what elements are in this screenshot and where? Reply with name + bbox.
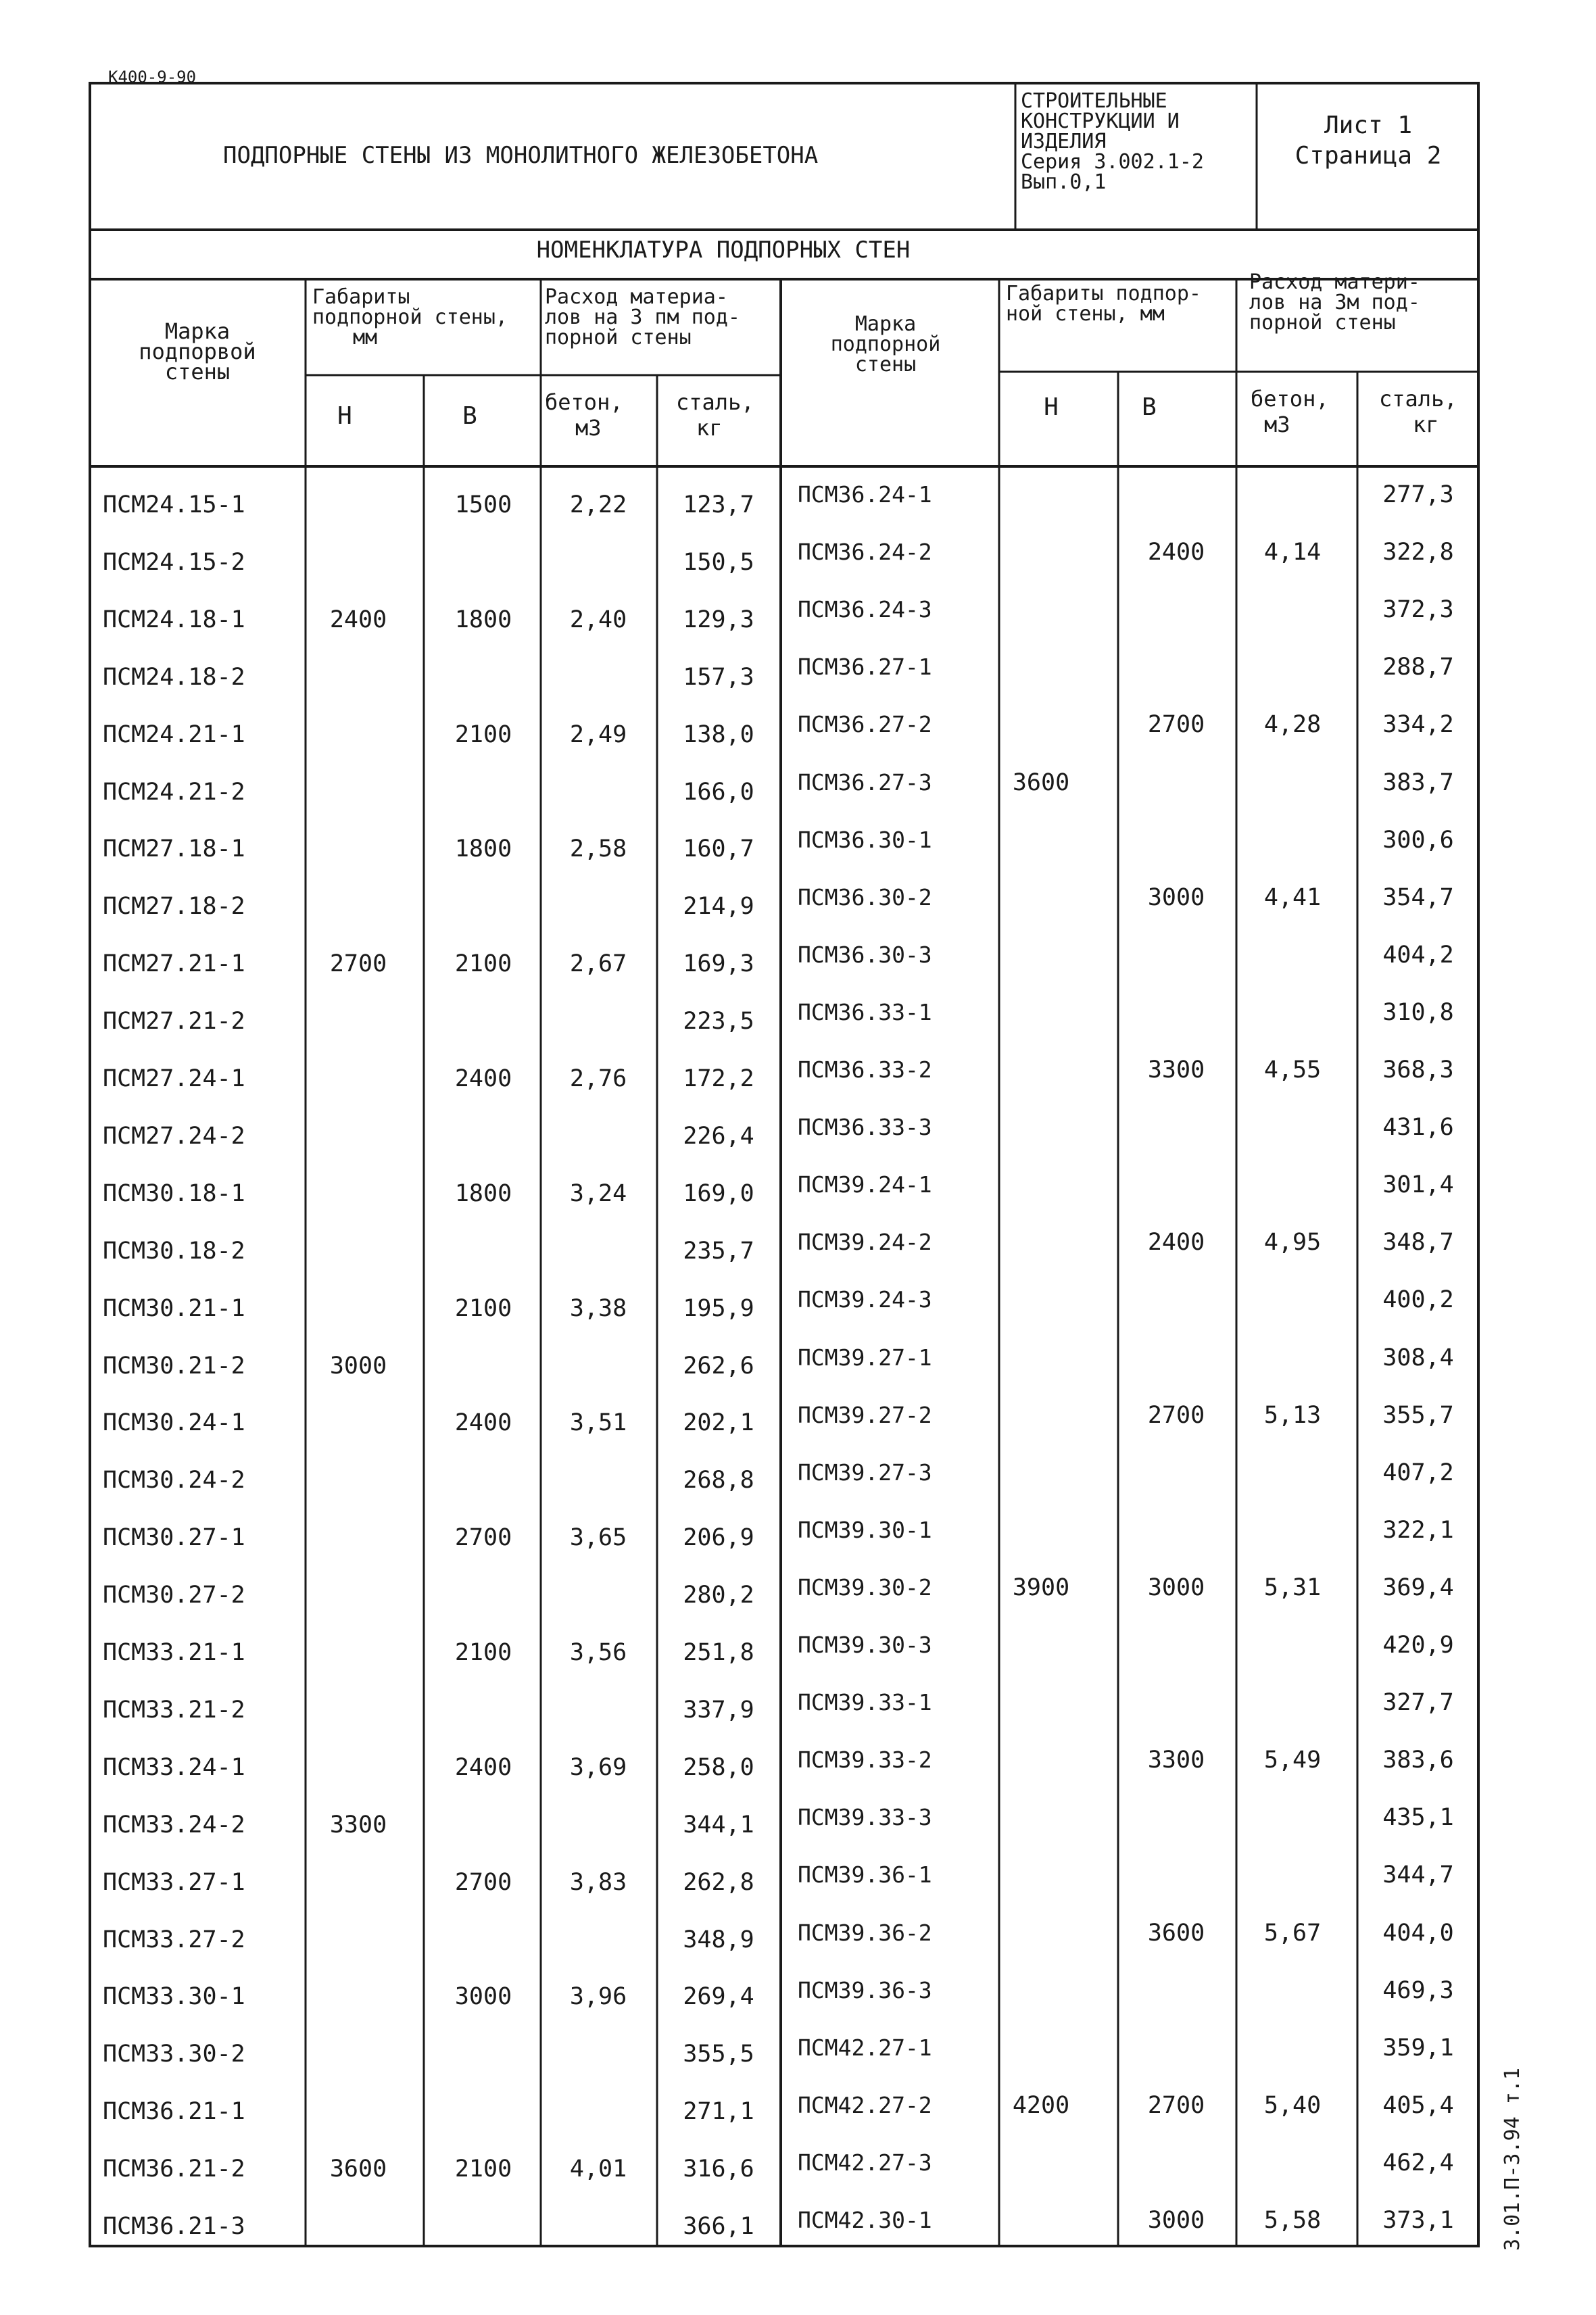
right-steel-cell: 300,6 xyxy=(1382,826,1454,854)
right-h-cell: 4200 xyxy=(1012,2091,1070,2119)
left-mark-cell: ПСМ36.21-3 xyxy=(103,2213,245,2240)
left-steel-cell: 223,5 xyxy=(683,1008,754,1035)
col-header-line: ной стены, мм xyxy=(1006,302,1165,326)
right-steel-cell: 372,3 xyxy=(1382,596,1454,624)
left-mark-cell: ПСМ27.24-1 xyxy=(103,1065,245,1092)
right-concrete-cell: 4,28 xyxy=(1263,711,1322,739)
left-steel-cell: 262,8 xyxy=(683,1868,754,1896)
left-b-cell: 3000 xyxy=(454,1983,512,2011)
left-mark-cell: ПСМ33.21-1 xyxy=(103,1639,245,1666)
left-mark-cell: ПСМ24.18-2 xyxy=(103,663,245,691)
right-mark-cell: ПСМ39.24-3 xyxy=(798,1286,932,1313)
right-steel-cell: 301,4 xyxy=(1382,1171,1454,1199)
right-concrete-cell: 4,55 xyxy=(1263,1056,1322,1083)
document-code: К400-9-90 xyxy=(108,68,197,87)
sheet-number: Лист 1 xyxy=(1324,112,1413,139)
left-mark-cell: ПСМ30.27-1 xyxy=(103,1524,245,1552)
right-mark-cell: ПСМ39.24-2 xyxy=(798,1229,932,1256)
right-mark-cell: ПСМ39.27-2 xyxy=(798,1401,932,1428)
left-concrete-cell: 3,38 xyxy=(569,1294,627,1322)
right-mark-cell: ПСМ42.30-1 xyxy=(798,2207,932,2233)
right-steel-cell: 344,7 xyxy=(1382,1861,1454,1889)
col-header-line: м3 xyxy=(575,415,602,441)
right-concrete-cell: 5,13 xyxy=(1263,1401,1322,1429)
col-header-concrete-left xyxy=(545,389,623,441)
right-steel-cell: 368,3 xyxy=(1382,1056,1454,1083)
right-mark-cell: ПСМ36.27-3 xyxy=(798,769,932,796)
right-concrete-cell: 5,49 xyxy=(1263,1747,1322,1774)
left-mark-cell: ПСМ30.24-2 xyxy=(103,1467,245,1494)
left-concrete-cell: 3,65 xyxy=(569,1524,627,1552)
left-mark-cell: ПСМ24.21-2 xyxy=(103,778,245,806)
left-steel-cell: 169,0 xyxy=(683,1179,754,1207)
left-h-cell: 3600 xyxy=(329,2155,387,2183)
left-steel-cell: 366,1 xyxy=(683,2213,754,2240)
series-line: ИЗДЕЛИЯ xyxy=(1021,130,1107,153)
left-b-cell: 2100 xyxy=(454,1639,512,1666)
left-steel-cell: 251,8 xyxy=(683,1639,754,1666)
series-block xyxy=(1021,91,1204,193)
series-line: СТРОИТЕЛЬНЫЕ xyxy=(1021,89,1167,113)
col-header-consumption-right xyxy=(1249,272,1420,333)
col-header-line: кг xyxy=(1413,412,1439,437)
left-concrete-cell: 3,96 xyxy=(569,1983,627,2011)
col-header-line: бетон, xyxy=(545,389,623,415)
left-steel-cell: 268,8 xyxy=(683,1467,754,1494)
right-concrete-cell: 4,41 xyxy=(1263,883,1322,911)
left-mark-cell: ПСМ27.21-1 xyxy=(103,950,245,978)
right-mark-cell: ПСМ36.33-3 xyxy=(798,1114,932,1141)
right-concrete-cell: 5,31 xyxy=(1263,1574,1322,1601)
right-mark-cell: ПСМ39.24-1 xyxy=(798,1171,932,1198)
left-steel-cell: 166,0 xyxy=(683,778,754,806)
left-steel-cell: 195,9 xyxy=(683,1294,754,1322)
left-mark-cell: ПСМ36.21-1 xyxy=(103,2098,245,2126)
col-header-line: Расход материа- xyxy=(545,285,728,309)
left-steel-cell: 337,9 xyxy=(683,1696,754,1724)
left-h-cell: 2400 xyxy=(329,606,387,633)
left-steel-cell: 129,3 xyxy=(683,606,754,633)
col-header-consumption-left xyxy=(545,287,740,348)
right-h-cell: 3900 xyxy=(1012,1574,1070,1601)
col-header-line: бетон, xyxy=(1251,386,1329,412)
col-header-steel-right xyxy=(1379,386,1457,437)
left-mark-cell: ПСМ24.18-1 xyxy=(103,606,245,633)
col-header-line: порной стены xyxy=(545,326,692,349)
right-steel-cell: 322,1 xyxy=(1382,1516,1454,1544)
col-header-line: лов на 3м под- xyxy=(1249,291,1420,314)
right-concrete-cell: 5,67 xyxy=(1263,1919,1322,1947)
left-b-cell: 2100 xyxy=(454,2155,512,2183)
series-line: КОНСТРУКЦИИ И xyxy=(1021,109,1180,133)
left-b-cell: 1800 xyxy=(454,835,512,863)
left-mark-cell: ПСМ36.21-2 xyxy=(103,2155,245,2183)
left-mark-cell: ПСМ24.15-2 xyxy=(103,548,245,576)
right-mark-cell: ПСМ36.30-3 xyxy=(798,941,932,968)
left-b-cell: 1800 xyxy=(454,1179,512,1207)
col-header-line: стены xyxy=(854,353,917,376)
right-concrete-cell: 4,95 xyxy=(1263,1229,1322,1257)
right-steel-cell: 359,1 xyxy=(1382,2034,1454,2062)
right-steel-cell: 322,8 xyxy=(1382,539,1454,566)
right-steel-cell: 435,1 xyxy=(1382,1804,1454,1832)
col-header-concrete-right xyxy=(1251,386,1329,437)
col-header-line: Марка xyxy=(164,318,231,344)
right-b-cell: 2400 xyxy=(1147,539,1205,566)
left-mark-cell: ПСМ27.24-2 xyxy=(103,1122,245,1150)
right-steel-cell: 431,6 xyxy=(1382,1114,1454,1142)
left-mark-cell: ПСМ33.30-1 xyxy=(103,1983,245,2011)
right-steel-cell: 383,6 xyxy=(1382,1747,1454,1774)
right-steel-cell: 354,7 xyxy=(1382,883,1454,911)
col-header-dims-left xyxy=(312,287,508,348)
left-b-cell: 1800 xyxy=(454,606,512,633)
left-mark-cell: ПСМ30.24-1 xyxy=(103,1409,245,1437)
left-mark-cell: ПСМ33.27-2 xyxy=(103,1926,245,1953)
right-concrete-cell: 4,14 xyxy=(1263,539,1322,566)
col-header-mark-right xyxy=(831,314,941,375)
right-steel-cell: 308,4 xyxy=(1382,1344,1454,1371)
col-header-line: подпорвой xyxy=(139,339,256,364)
right-steel-cell: 369,4 xyxy=(1382,1574,1454,1601)
left-mark-cell: ПСМ24.21-1 xyxy=(103,721,245,748)
right-mark-cell: ПСМ36.30-1 xyxy=(798,826,932,853)
right-mark-cell: ПСМ36.27-2 xyxy=(798,711,932,738)
right-mark-cell: ПСМ36.24-1 xyxy=(798,481,932,508)
left-mark-cell: ПСМ33.24-2 xyxy=(103,1811,245,1838)
right-concrete-cell: 5,58 xyxy=(1263,2207,1322,2234)
right-mark-cell: ПСМ42.27-2 xyxy=(798,2091,932,2118)
col-header-line: стены xyxy=(164,359,231,385)
side-code: 3.01.П-3.94 т.1 xyxy=(1501,2068,1524,2251)
left-concrete-cell: 3,56 xyxy=(569,1639,627,1666)
col-header-h-right: Н xyxy=(1044,393,1059,421)
col-header-line: подпорной xyxy=(830,333,941,356)
left-h-cell: 3000 xyxy=(329,1352,387,1380)
left-steel-cell: 316,6 xyxy=(683,2155,754,2183)
left-h-cell: 3300 xyxy=(329,1811,387,1838)
right-steel-cell: 404,2 xyxy=(1382,941,1454,969)
col-header-line: кг xyxy=(696,415,723,441)
col-header-b-right: В xyxy=(1142,393,1157,421)
table-title: НОМЕНКЛАТУРА ПОДПОРНЫХ СТЕН xyxy=(536,237,911,264)
left-mark-cell: ПСМ24.15-1 xyxy=(103,491,245,518)
left-steel-cell: 157,3 xyxy=(683,663,754,691)
col-header-h-left: Н xyxy=(337,402,352,430)
left-steel-cell: 258,0 xyxy=(683,1753,754,1781)
document-title: ПОДПОРНЫЕ СТЕНЫ ИЗ МОНОЛИТНОГО ЖЕЛЕЗОБЕТОНА xyxy=(223,142,819,169)
left-mark-cell: ПСМ30.18-1 xyxy=(103,1179,245,1207)
right-mark-cell: ПСМ39.27-3 xyxy=(798,1459,932,1486)
left-steel-cell: 202,1 xyxy=(683,1409,754,1437)
left-b-cell: 1500 xyxy=(454,491,512,518)
left-concrete-cell: 2,49 xyxy=(569,721,627,748)
left-steel-cell: 355,5 xyxy=(683,2041,754,2068)
series-line: Серия 3.002.1-2 xyxy=(1021,150,1204,174)
right-steel-cell: 407,2 xyxy=(1382,1459,1454,1486)
right-b-cell: 3000 xyxy=(1147,883,1205,911)
right-mark-cell: ПСМ42.27-1 xyxy=(798,2034,932,2061)
left-steel-cell: 172,2 xyxy=(683,1065,754,1092)
right-mark-cell: ПСМ36.24-3 xyxy=(798,596,932,623)
right-mark-cell: ПСМ39.27-1 xyxy=(798,1344,932,1371)
right-b-cell: 3600 xyxy=(1147,1919,1205,1947)
right-mark-cell: ПСМ39.30-2 xyxy=(798,1574,932,1601)
left-steel-cell: 344,1 xyxy=(683,1811,754,1838)
left-h-cell: 2700 xyxy=(329,950,387,978)
col-header-line: сталь, xyxy=(1379,386,1457,412)
left-mark-cell: ПСМ30.21-2 xyxy=(103,1352,245,1380)
col-header-line: сталь, xyxy=(676,389,754,415)
right-h-cell: 3600 xyxy=(1012,769,1070,796)
right-steel-cell: 462,4 xyxy=(1382,2149,1454,2176)
left-b-cell: 2100 xyxy=(454,950,512,978)
left-b-cell: 2700 xyxy=(454,1524,512,1552)
left-steel-cell: 226,4 xyxy=(683,1122,754,1150)
right-steel-cell: 469,3 xyxy=(1382,1976,1454,2004)
right-b-cell: 3000 xyxy=(1147,1574,1205,1601)
right-b-cell: 3000 xyxy=(1147,2207,1205,2234)
right-mark-cell: ПСМ39.33-1 xyxy=(798,1689,932,1716)
left-mark-cell: ПСМ33.27-1 xyxy=(103,1868,245,1896)
right-mark-cell: ПСМ36.33-1 xyxy=(798,998,932,1025)
right-mark-cell: ПСМ39.36-2 xyxy=(798,1919,932,1946)
left-concrete-cell: 3,69 xyxy=(569,1753,627,1781)
left-b-cell: 2400 xyxy=(454,1065,512,1092)
right-steel-cell: 420,9 xyxy=(1382,1632,1454,1659)
right-b-cell: 3300 xyxy=(1147,1747,1205,1774)
col-header-line: Марка xyxy=(854,312,917,336)
col-header-line: м3 xyxy=(1264,412,1290,437)
right-mark-cell: ПСМ39.30-3 xyxy=(798,1632,932,1658)
col-header-steel-left xyxy=(676,389,754,441)
right-steel-cell: 348,7 xyxy=(1382,1229,1454,1257)
right-steel-cell: 277,3 xyxy=(1382,481,1454,508)
right-steel-cell: 373,1 xyxy=(1382,2207,1454,2234)
left-mark-cell: ПСМ33.24-1 xyxy=(103,1753,245,1781)
left-concrete-cell: 3,83 xyxy=(569,1868,627,1896)
right-mark-cell: ПСМ36.33-2 xyxy=(798,1056,932,1083)
col-header-line: Габариты xyxy=(312,285,410,309)
col-header-line: Габариты подпор- xyxy=(1006,282,1201,306)
series-line: Вып.0,1 xyxy=(1021,170,1107,194)
left-steel-cell: 348,9 xyxy=(683,1926,754,1953)
right-b-cell: 2700 xyxy=(1147,711,1205,739)
right-b-cell: 2400 xyxy=(1147,1229,1205,1257)
left-mark-cell: ПСМ27.18-1 xyxy=(103,835,245,863)
right-mark-cell: ПСМ36.27-1 xyxy=(798,654,932,681)
col-header-line: подпорной стены, xyxy=(312,306,508,329)
left-concrete-cell: 3,51 xyxy=(569,1409,627,1437)
right-mark-cell: ПСМ39.33-3 xyxy=(798,1804,932,1831)
left-mark-cell: ПСМ30.21-1 xyxy=(103,1294,245,1322)
left-b-cell: 2100 xyxy=(454,721,512,748)
left-mark-cell: ПСМ27.21-2 xyxy=(103,1008,245,1035)
col-header-line: лов на 3 пм под- xyxy=(545,306,740,329)
col-header-dims-right xyxy=(1006,284,1201,324)
left-concrete-cell: 2,67 xyxy=(569,950,627,978)
col-header-mark xyxy=(139,318,256,385)
left-mark-cell: ПСМ33.21-2 xyxy=(103,1696,245,1724)
left-steel-cell: 269,4 xyxy=(683,1983,754,2011)
right-steel-cell: 310,8 xyxy=(1382,998,1454,1026)
left-steel-cell: 235,7 xyxy=(683,1237,754,1265)
left-steel-cell: 150,5 xyxy=(683,548,754,576)
left-mark-cell: ПСМ33.30-2 xyxy=(103,2041,245,2068)
left-steel-cell: 138,0 xyxy=(683,721,754,748)
left-steel-cell: 280,2 xyxy=(683,1582,754,1609)
left-concrete-cell: 4,01 xyxy=(569,2155,627,2183)
left-steel-cell: 271,1 xyxy=(683,2098,754,2126)
left-b-cell: 2400 xyxy=(454,1753,512,1781)
right-steel-cell: 288,7 xyxy=(1382,654,1454,681)
left-steel-cell: 160,7 xyxy=(683,835,754,863)
left-mark-cell: ПСМ30.18-2 xyxy=(103,1237,245,1265)
left-concrete-cell: 2,76 xyxy=(569,1065,627,1092)
left-mark-cell: ПСМ30.27-2 xyxy=(103,1582,245,1609)
right-b-cell: 2700 xyxy=(1147,1401,1205,1429)
col-header-line: порной стены xyxy=(1249,311,1396,335)
right-mark-cell: ПСМ36.24-2 xyxy=(798,539,932,566)
page-number: Страница 2 xyxy=(1295,142,1442,170)
right-steel-cell: 405,4 xyxy=(1382,2091,1454,2119)
right-mark-cell: ПСМ36.30-2 xyxy=(798,883,932,910)
right-mark-cell: ПСМ39.36-1 xyxy=(798,1861,932,1888)
left-b-cell: 2400 xyxy=(454,1409,512,1437)
left-b-cell: 2700 xyxy=(454,1868,512,1896)
left-concrete-cell: 2,58 xyxy=(569,835,627,863)
left-b-cell: 2100 xyxy=(454,1294,512,1322)
col-header-line: Расход матери- xyxy=(1249,270,1420,294)
right-b-cell: 2700 xyxy=(1147,2091,1205,2119)
right-steel-cell: 383,7 xyxy=(1382,769,1454,796)
left-steel-cell: 169,3 xyxy=(683,950,754,978)
col-header-line: мм xyxy=(353,326,378,349)
right-concrete-cell: 5,40 xyxy=(1263,2091,1322,2119)
right-mark-cell: ПСМ39.30-1 xyxy=(798,1516,932,1543)
right-steel-cell: 404,0 xyxy=(1382,1919,1454,1947)
right-mark-cell: ПСМ39.36-3 xyxy=(798,1976,932,2003)
left-concrete-cell: 3,24 xyxy=(569,1179,627,1207)
left-steel-cell: 123,7 xyxy=(683,491,754,518)
left-concrete-cell: 2,22 xyxy=(569,491,627,518)
right-steel-cell: 327,7 xyxy=(1382,1689,1454,1717)
left-concrete-cell: 2,40 xyxy=(569,606,627,633)
left-steel-cell: 206,9 xyxy=(683,1524,754,1552)
left-steel-cell: 262,6 xyxy=(683,1352,754,1380)
right-mark-cell: ПСМ42.27-3 xyxy=(798,2149,932,2176)
right-steel-cell: 400,2 xyxy=(1382,1286,1454,1314)
left-steel-cell: 214,9 xyxy=(683,893,754,921)
right-b-cell: 3300 xyxy=(1147,1056,1205,1083)
right-mark-cell: ПСМ39.33-2 xyxy=(798,1747,932,1774)
left-mark-cell: ПСМ27.18-2 xyxy=(103,893,245,921)
right-steel-cell: 334,2 xyxy=(1382,711,1454,739)
right-steel-cell: 355,7 xyxy=(1382,1401,1454,1429)
col-header-b-left: В xyxy=(462,402,477,430)
